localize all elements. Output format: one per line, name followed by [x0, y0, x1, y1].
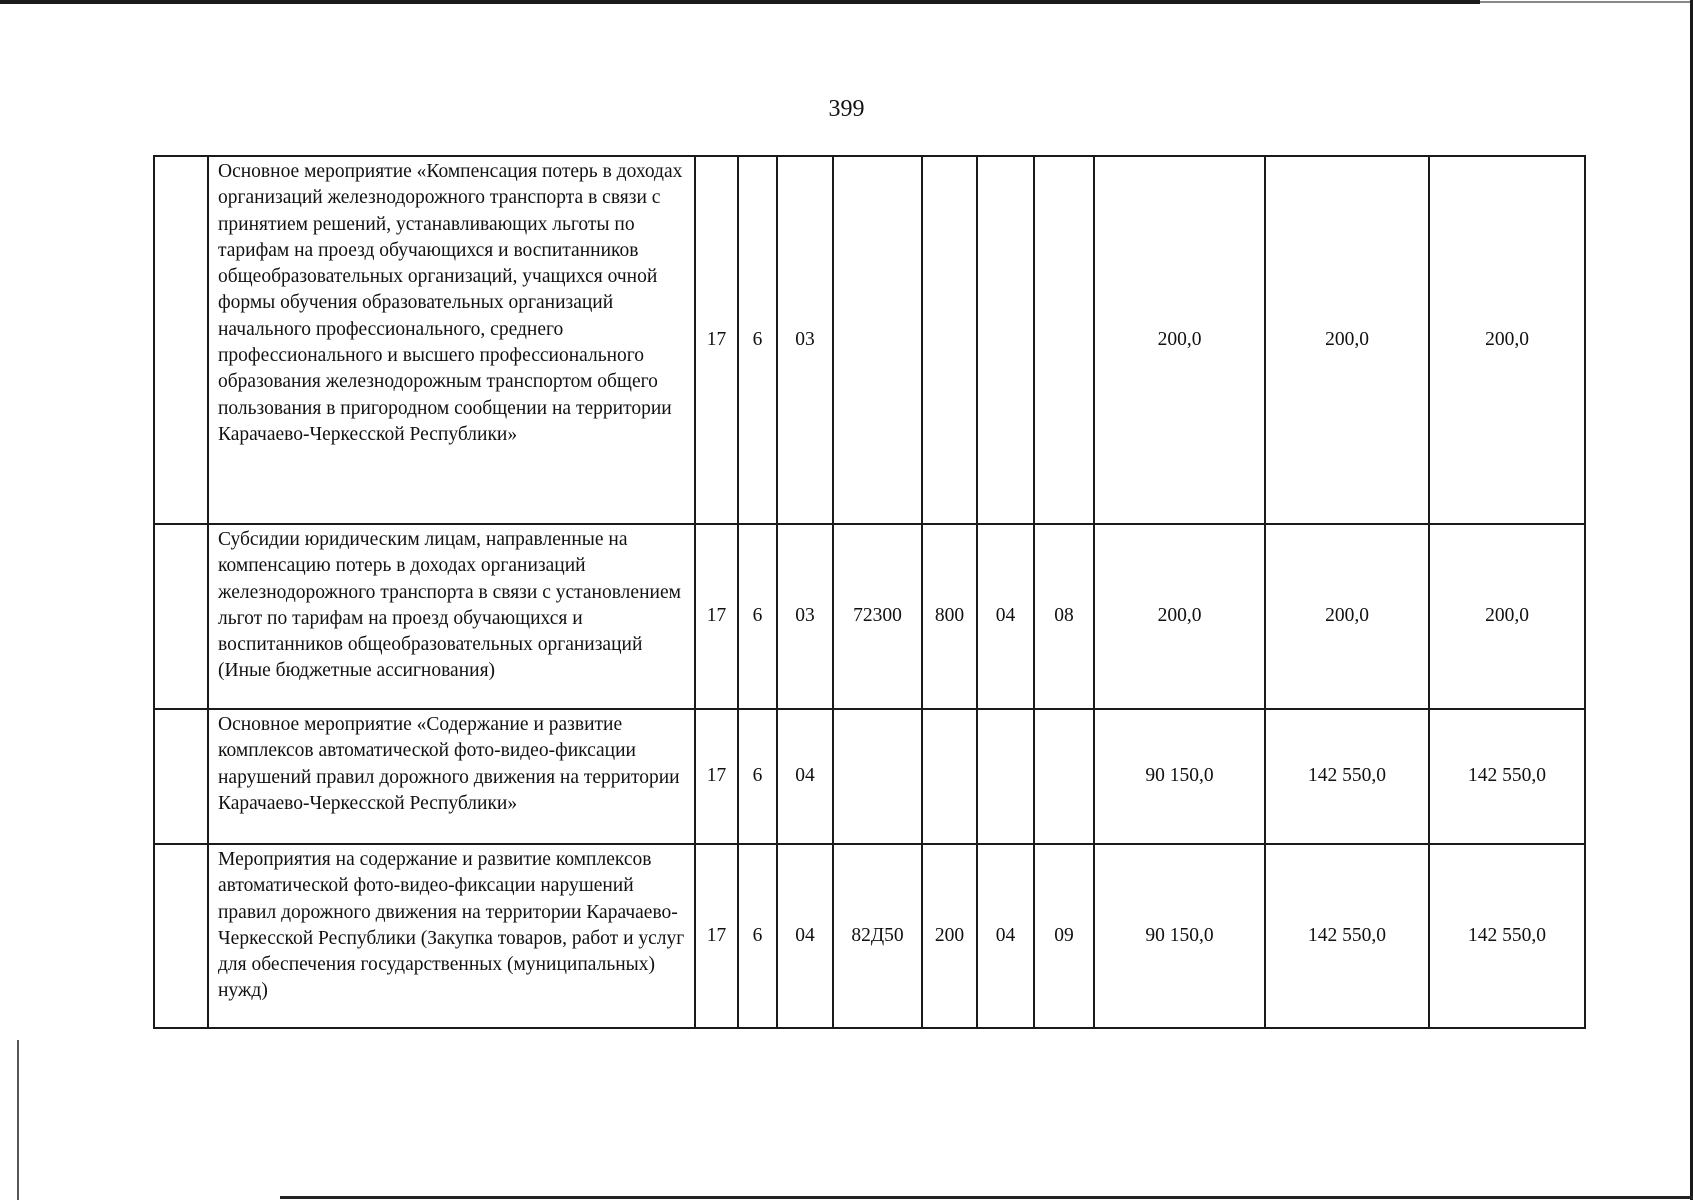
- expense-type-cell: 800: [922, 524, 977, 709]
- subsection-cell: 08: [1034, 524, 1094, 709]
- description-cell: Основное мероприятие «Компенсация потерь в доходах организаций железнодорожного транспорта в связи с принятием решений, устанавливающих льготы по тарифам на проезд обучающихся и воспитанников общеобразовательных организаций, учащихся очной формы обучения образовательных организаций начального профессионального, среднего профессионального и высшего профессионального образования железнодорожным транспортом общего пользования в пригородном сообщении на территории Карачаево-Черкесской Республики»: [208, 156, 695, 524]
- sum-cell-2: 200,0: [1265, 524, 1429, 709]
- table-row: [154, 156, 1585, 524]
- expense-type-cell: [922, 709, 977, 844]
- subprogram-cell: 6: [738, 524, 777, 709]
- subprogram-cell: 6: [738, 844, 777, 1028]
- section-cell: 04: [977, 524, 1034, 709]
- program-cell: 17: [695, 524, 738, 709]
- direction-cell: [833, 156, 922, 524]
- scan-edge-top: [0, 0, 1480, 4]
- sum-cell-3: 142 550,0: [1429, 844, 1585, 1028]
- scan-edge-bottom: [280, 1196, 1693, 1199]
- sum-cell-3: 142 550,0: [1429, 709, 1585, 844]
- table-row: [154, 524, 1585, 709]
- description-cell: Мероприятия на содержание и развитие комплексов автоматической фото-видео-фиксации нарушений правил дорожного движения на территории Карачаево-Черкесской Республики (Закупка товаров, работ и услуг для обеспечения государственных (муниципальных) нужд): [208, 844, 695, 1028]
- program-cell: 17: [695, 844, 738, 1028]
- sum-cell-2: 142 550,0: [1265, 709, 1429, 844]
- budget-table: [153, 155, 1586, 1029]
- program-cell: 17: [695, 156, 738, 524]
- sum-cell-2: 142 550,0: [1265, 844, 1429, 1028]
- sum-cell-1: 200,0: [1094, 524, 1265, 709]
- sum-cell-1: 200,0: [1094, 156, 1265, 524]
- empty-number-cell: [154, 156, 208, 524]
- table-row: [154, 709, 1585, 844]
- direction-cell: 72300: [833, 524, 922, 709]
- event-cell: 03: [777, 156, 833, 524]
- subsection-cell: [1034, 156, 1094, 524]
- scan-edge-top-right: [1480, 1, 1693, 3]
- subprogram-cell: 6: [738, 709, 777, 844]
- program-cell: 17: [695, 709, 738, 844]
- empty-number-cell: [154, 709, 208, 844]
- section-cell: 04: [977, 844, 1034, 1028]
- expense-type-cell: 200: [922, 844, 977, 1028]
- section-cell: [977, 156, 1034, 524]
- subsection-cell: [1034, 709, 1094, 844]
- section-cell: [977, 709, 1034, 844]
- scan-edge-left: [17, 1040, 19, 1200]
- sum-cell-3: 200,0: [1429, 156, 1585, 524]
- description-cell: Субсидии юридическим лицам, направленные на компенсацию потерь в доходах организаций железнодорожного транспорта в связи с установлением льгот по тарифам на проезд обучающихся и воспитанников общеобразовательных организаций (Иные бюджетные ассигнования): [208, 524, 695, 709]
- sum-cell-1: 90 150,0: [1094, 709, 1265, 844]
- subprogram-cell: 6: [738, 156, 777, 524]
- page-number: 399: [828, 96, 865, 122]
- table-row: [154, 844, 1585, 1028]
- sum-cell-1: 90 150,0: [1094, 844, 1265, 1028]
- event-cell: 04: [777, 844, 833, 1028]
- sum-cell-2: 200,0: [1265, 156, 1429, 524]
- direction-cell: 82Д50: [833, 844, 922, 1028]
- empty-number-cell: [154, 844, 208, 1028]
- event-cell: 04: [777, 709, 833, 844]
- expense-type-cell: [922, 156, 977, 524]
- direction-cell: [833, 709, 922, 844]
- subsection-cell: 09: [1034, 844, 1094, 1028]
- sum-cell-3: 200,0: [1429, 524, 1585, 709]
- empty-number-cell: [154, 524, 208, 709]
- event-cell: 03: [777, 524, 833, 709]
- description-cell: Основное мероприятие «Содержание и развитие комплексов автоматической фото-видео-фиксации нарушений правил дорожного движения на территории Карачаево-Черкесской Республики»: [208, 709, 695, 844]
